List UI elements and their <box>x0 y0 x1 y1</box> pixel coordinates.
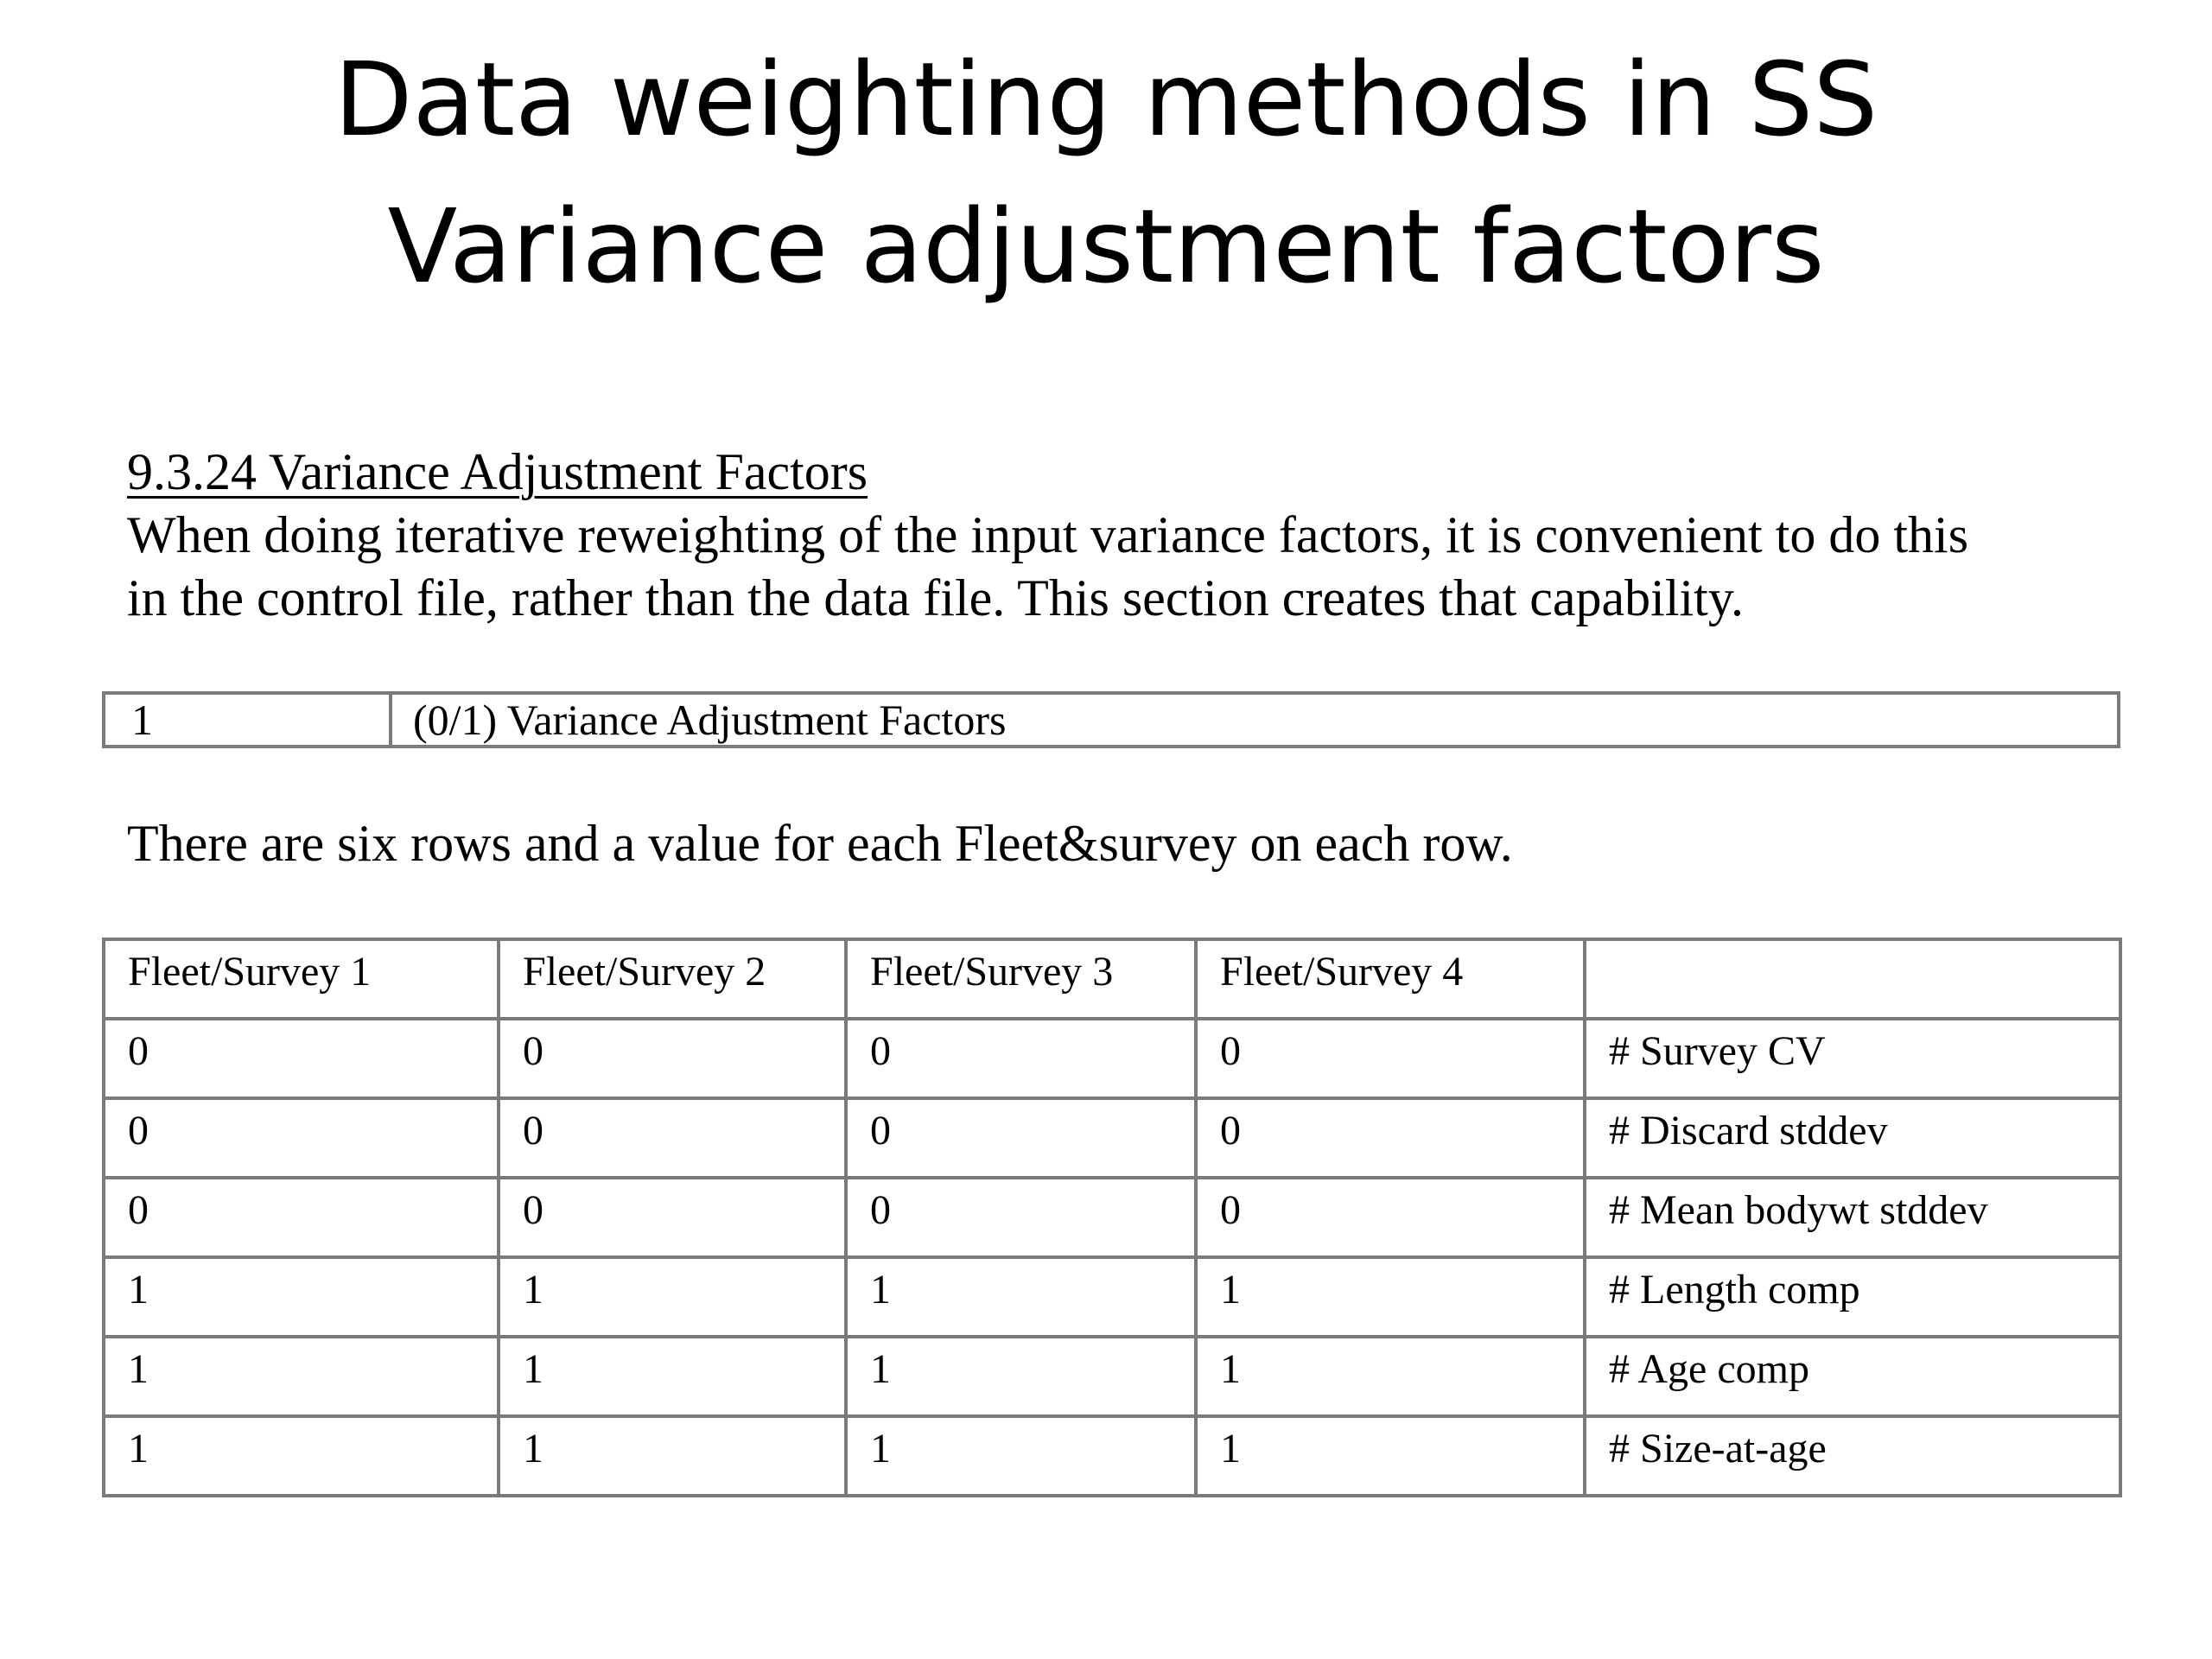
slide-title-line-1: Data weighting methods in SS <box>334 40 1878 159</box>
intro-text: There are six rows and a value for each Fleet&survey on each row. <box>127 815 1513 872</box>
table-row <box>104 1257 2120 1337</box>
table-cell: 0 <box>846 1019 1196 1098</box>
table-cell: 0 <box>1196 1019 1585 1098</box>
table-cell: 1 <box>104 1416 499 1496</box>
table-cell: 0 <box>846 1098 1196 1178</box>
flag-table <box>102 691 2120 748</box>
row-comment-cell: # Survey CV <box>1585 1019 2120 1098</box>
row-comment-cell: # Size-at-age <box>1585 1416 2120 1496</box>
table-cell: 0 <box>499 1098 846 1178</box>
table-cell: 1 <box>104 1257 499 1337</box>
table-cell: 1 <box>499 1416 846 1496</box>
table-cell: 0 <box>499 1019 846 1098</box>
header-cell: Fleet/Survey 4 <box>1196 939 1585 1019</box>
section-body <box>127 504 2114 630</box>
section-body-line-2: in the control file, rather than the data file. This section creates that capability. <box>127 569 1744 626</box>
header-cell: Fleet/Survey 3 <box>846 939 1196 1019</box>
header-cell: Fleet/Survey 1 <box>104 939 499 1019</box>
table-cell: 1 <box>1196 1416 1585 1496</box>
table-row <box>104 1337 2120 1416</box>
table-cell: 1 <box>499 1337 846 1416</box>
table-header-row <box>104 939 2120 1019</box>
table-cell: 1 <box>846 1416 1196 1496</box>
header-cell: Fleet/Survey 2 <box>499 939 846 1019</box>
table-cell: 1 <box>1196 1337 1585 1416</box>
flag-label-cell: (0/1) Variance Adjustment Factors <box>413 696 1007 744</box>
table-cell: 1 <box>104 1337 499 1416</box>
slide-title <box>0 26 2212 320</box>
table-cell: 1 <box>499 1257 846 1337</box>
table-cell: 0 <box>499 1178 846 1257</box>
variance-factors-table <box>102 938 2122 1497</box>
section-heading: 9.3.24 Variance Adjustment Factors <box>127 443 868 500</box>
table-row <box>104 1416 2120 1496</box>
table-cell: 0 <box>846 1178 1196 1257</box>
table-row <box>104 1178 2120 1257</box>
table-cell: 0 <box>1196 1178 1585 1257</box>
table-cell: 0 <box>1196 1098 1585 1178</box>
row-comment-cell: # Discard stddev <box>1585 1098 2120 1178</box>
table-cell: 0 <box>104 1019 499 1098</box>
table-cell: 0 <box>104 1098 499 1178</box>
flag-value-cell: 1 <box>105 695 392 745</box>
table-cell: 1 <box>846 1257 1196 1337</box>
table-row <box>104 1098 2120 1178</box>
table-cell: 1 <box>846 1337 1196 1416</box>
row-comment-cell: # Age comp <box>1585 1337 2120 1416</box>
table-cell: 0 <box>104 1178 499 1257</box>
header-cell <box>1585 939 2120 1019</box>
slide-title-line-2: Variance adjustment factors <box>387 187 1825 306</box>
section-body-line-1: When doing iterative reweighting of the input variance factors, it is convenient to do this <box>127 506 1969 563</box>
row-comment-cell: # Mean bodywt stddev <box>1585 1178 2120 1257</box>
row-comment-cell: # Length comp <box>1585 1257 2120 1337</box>
table-row <box>104 1019 2120 1098</box>
table-cell: 1 <box>1196 1257 1585 1337</box>
